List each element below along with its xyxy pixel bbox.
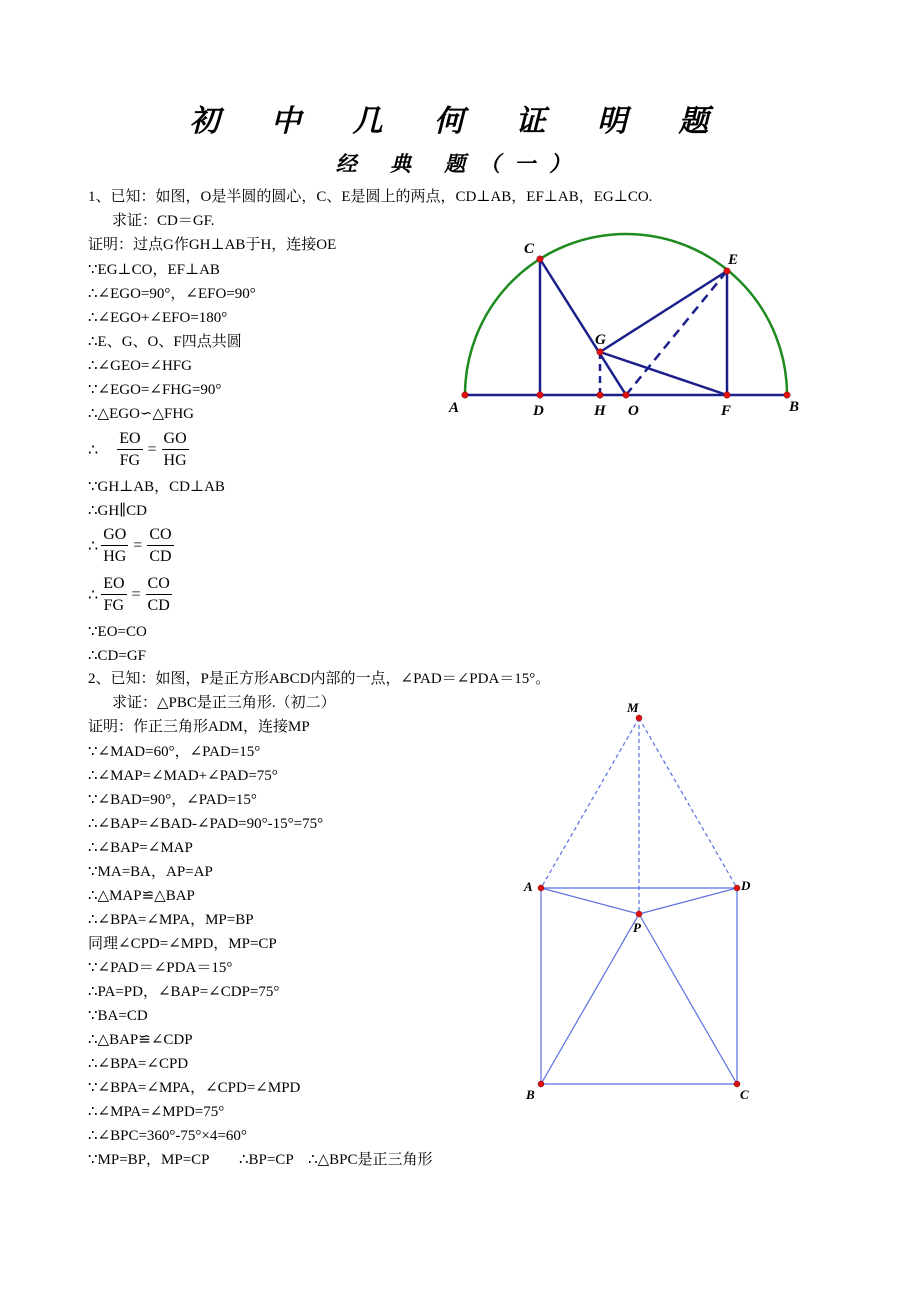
proof-line: ∵∠EGO=∠FHG=90°: [88, 382, 222, 398]
segment-CO: [540, 259, 626, 395]
proof-line: ∴∠EGO+∠EFO=180°: [88, 310, 228, 326]
proof-line: ∴CD=GF: [88, 648, 147, 664]
point-P: [636, 911, 642, 917]
label-B: B: [789, 399, 800, 415]
segment-PB: [541, 914, 639, 1084]
label-H: H: [594, 403, 606, 419]
semicircle-figure: [440, 225, 820, 425]
page-title: 初 中 几 何 证 明 题: [189, 105, 731, 138]
section-subtitle: 经 典 题（一）: [335, 152, 585, 176]
segment-MD: [639, 718, 737, 888]
label-G: G: [595, 332, 606, 348]
proof-line: ∴∠MPA=∠MPD=75°: [88, 1104, 225, 1120]
proof-line: 证明：过点G作GH⊥AB于H，连接OE: [88, 237, 337, 253]
point-B: [538, 1081, 544, 1087]
point-D: [537, 392, 543, 398]
proof-line: 证明：作正三角形ADM，连接MP: [88, 719, 310, 735]
label-O: O: [628, 403, 639, 419]
segment-PD: [639, 888, 737, 914]
proof-line: ∵BA=CD: [88, 1008, 148, 1024]
proof-line: ∴∠BPA=∠MPA，MP=BP: [88, 912, 254, 928]
proof-line: ∴∠BAP=∠BAD-∠PAD=90°-15°=75°: [88, 816, 324, 832]
point-O: [623, 392, 629, 398]
segment-PC: [639, 914, 737, 1084]
segment-OE: [626, 271, 727, 395]
point-A: [538, 885, 544, 891]
point-F: [724, 392, 730, 398]
proof-line: ∴∠EGO=90°，∠EFO=90°: [88, 286, 256, 302]
proof-line: ∴△MAP≌△BAP: [88, 888, 195, 904]
proof-line: ∵MA=BA，AP=AP: [88, 864, 213, 880]
fraction-equation: ∴ $\frac{EO}{FG}$ = $\frac{CO}{CD}$: [88, 575, 170, 614]
proof-line: ∴△BAP≌∠CDP: [88, 1032, 193, 1048]
proof-line: ∴∠MAP=∠MAD+∠PAD=75°: [88, 768, 278, 784]
point-H: [597, 392, 603, 398]
point-E: [724, 268, 730, 274]
label-A: A: [524, 879, 533, 894]
segment-PA: [541, 888, 639, 914]
proof-line: ∵GH⊥AB，CD⊥AB: [88, 479, 225, 495]
proof-line: ∴∠GEO=∠HFG: [88, 358, 192, 374]
label-M: M: [627, 700, 639, 715]
label-F: F: [721, 403, 732, 419]
label-C: C: [740, 1087, 749, 1102]
proof-line: ∴∠BAP=∠MAP: [88, 840, 193, 856]
proof-line: ∵EG⊥CO，EF⊥AB: [88, 262, 220, 278]
proof-line: ∵∠MAD=60°，∠PAD=15°: [88, 744, 261, 760]
segment-GF: [600, 352, 727, 395]
problem1-prove: 求证：CD＝GF.: [112, 213, 215, 229]
label-D: D: [533, 403, 544, 419]
point-D: [734, 885, 740, 891]
label-D: D: [741, 878, 751, 893]
label-B: B: [526, 1087, 535, 1102]
proof-line: ∴GH∥CD: [88, 503, 147, 519]
point-G: [597, 349, 603, 355]
point-M: [636, 715, 642, 721]
point-A: [462, 392, 468, 398]
proof-line: ∴△EGO∽△FHG: [88, 406, 195, 422]
problem1-statement: 1、已知：如图，O是半圆的圆心，C、E是圆上的两点，CD⊥AB，EF⊥AB，EG⊥CO.: [88, 189, 653, 205]
label-A: A: [449, 400, 460, 416]
proof-line: ∴E、G、O、F四点共圆: [88, 334, 242, 350]
label-C: C: [524, 241, 535, 257]
problem2-prove: 求证：△PBC是正三角形.（初二）: [112, 695, 336, 711]
proof-line: ∵EO=CO: [88, 624, 147, 640]
proof-line: ∴∠BPA=∠CPD: [88, 1056, 189, 1072]
segment-MA: [541, 718, 639, 888]
proof-line: ∴PA=PD，∠BAP=∠CDP=75°: [88, 984, 280, 1000]
point-C: [537, 256, 543, 262]
proof-line: ∵MP=BP，MP=CP ∴BP=CP ∴△BPC是正三角形: [88, 1152, 433, 1168]
proof-line: 同理∠CPD=∠MPD，MP=CP: [88, 936, 277, 952]
label-P: P: [633, 920, 641, 935]
fraction-equation: ∴ $\frac{GO}{HG}$ = $\frac{CO}{CD}$: [88, 526, 172, 565]
segment-EG: [600, 271, 727, 352]
fraction-equation: ∴ $\frac{EO}{FG}$ = $\frac{GO}{HG}$: [88, 430, 187, 469]
proof-line: ∵∠BAD=90°，∠PAD=15°: [88, 792, 257, 808]
label-E: E: [728, 252, 739, 268]
proof-line: ∴∠BPC=360°-75°×4=60°: [88, 1128, 247, 1144]
proof-line: ∵∠PAD＝∠PDA＝15°: [88, 960, 233, 976]
proof-line: ∵∠BPA=∠MPA，∠CPD=∠MPD: [88, 1080, 301, 1096]
point-B: [784, 392, 790, 398]
problem2-statement: 2、已知：如图，P是正方形ABCD内部的一点，∠PAD＝∠PDA＝15°。: [88, 671, 551, 687]
semicircle-arc: [465, 234, 787, 395]
square-figure: [515, 695, 765, 1110]
